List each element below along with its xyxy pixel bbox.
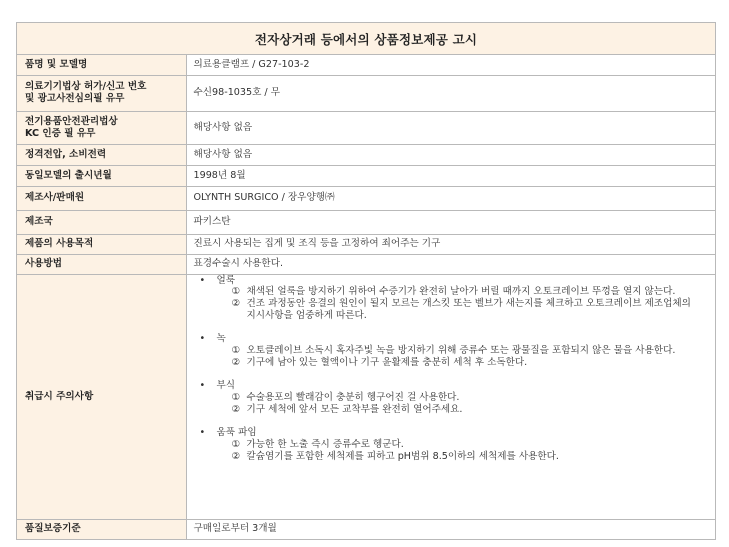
list-item: ① 채색된 얼룩을 방지하기 위하여 수증기가 완전히 날아가 버릴 때까지 오토크레이브 뚜껑을 열지 않는다. — [231, 286, 676, 298]
row-value: 해당사항 없음 — [186, 111, 715, 144]
bullet-icon: • — [199, 333, 206, 345]
row-label: 품명 및 모델명 — [17, 55, 186, 75]
list-item: ① 수술용포의 빨래감이 충분히 헹구어진 걸 사용한다. — [231, 392, 460, 404]
list-item: ① 가능한 한 노출 즉시 증류수로 헹군다. — [231, 439, 404, 451]
row-label: 의료기기법상 허가/신고 번호 및 광고사전심의필 유무 — [17, 75, 186, 111]
care-content — [186, 274, 715, 519]
bullet-icon: • — [199, 274, 206, 286]
warranty-label: 품질보증기준 — [17, 519, 186, 539]
care-label: 취급시 주의사항 — [17, 274, 186, 519]
table-row — [17, 111, 715, 144]
table-row — [17, 254, 715, 274]
list-item: ② 칼슘염기를 포함한 세척제를 피하고 pH범위 8.5이하의 세척제를 사용한다. — [231, 451, 559, 463]
section-heading: 움푹 파임 — [216, 427, 257, 439]
table-row — [17, 210, 715, 234]
table-row — [17, 186, 715, 210]
row-value: 표경수술시 사용한다. — [186, 254, 715, 274]
table-row — [17, 165, 715, 186]
row-label: 동일모델의 출시년월 — [17, 165, 186, 186]
row-label: 제조국 — [17, 210, 186, 234]
row-value: OLYNTH SURGICO / 장우양행㈜ — [186, 186, 715, 210]
list-item: ② 기구 세척에 앞서 모든 교착부를 완전히 열어주세요. — [231, 404, 463, 416]
warranty-value: 구매일로부터 3개월 — [193, 523, 277, 535]
row-value: 1998년 8월 — [186, 165, 715, 186]
table-row — [17, 75, 715, 111]
info-table — [17, 55, 715, 539]
section-heading: 녹 — [216, 333, 226, 345]
row-value: 진료시 사용되는 집게 및 조직 등을 고정하여 죄어주는 기구 — [186, 234, 715, 254]
care-section-stain — [194, 275, 709, 323]
notice-title: 전자상거래 등에서의 상품정보제공 고시 — [17, 23, 715, 55]
section-heading: 얼룩 — [216, 274, 236, 286]
care-section-rust — [194, 333, 709, 369]
row-label: 정격전압, 소비전력 — [17, 144, 186, 165]
bullet-icon: • — [199, 427, 206, 439]
list-item: ② 건조 과정동안 응결의 원인이 될지 모르는 개스킷 또는 벨브가 새는지를 체크하고 오토크레이브 제조업체의 지시사항을 엄중하게 따른다. — [231, 298, 691, 322]
list-item: ① 오토클레이브 소독시 혹자주빛 녹을 방지하기 위해 증류수 또는 광물질을 포함되지 않은 물을 사용한다. — [231, 345, 676, 357]
row-value: 해당사항 없음 — [186, 144, 715, 165]
product-info-notice-table — [16, 22, 716, 540]
care-section-corrosion — [194, 380, 709, 416]
table-row — [17, 234, 715, 254]
row-label: 사용방법 — [17, 254, 186, 274]
row-value: 파키스탄 — [186, 210, 715, 234]
row-value: 의료용클램프 / G27-103-2 — [186, 55, 715, 75]
section-heading: 부식 — [216, 380, 236, 392]
bullet-icon: • — [199, 380, 206, 392]
table-row — [17, 519, 715, 539]
table-row — [17, 144, 715, 165]
row-label: 전기용품안전관리법상 KC 인증 필 유무 — [17, 111, 186, 144]
row-label: 제품의 사용목적 — [17, 234, 186, 254]
care-section-pitting — [194, 427, 709, 463]
table-row — [17, 55, 715, 75]
row-value: 수신98-1035호 / 무 — [186, 75, 715, 111]
row-label: 제조사/판매원 — [17, 186, 186, 210]
care-row — [17, 274, 715, 519]
list-item: ② 기구에 남아 있는 혈액이나 기구 윤활제를 충분히 세척 후 소독한다. — [231, 357, 528, 369]
